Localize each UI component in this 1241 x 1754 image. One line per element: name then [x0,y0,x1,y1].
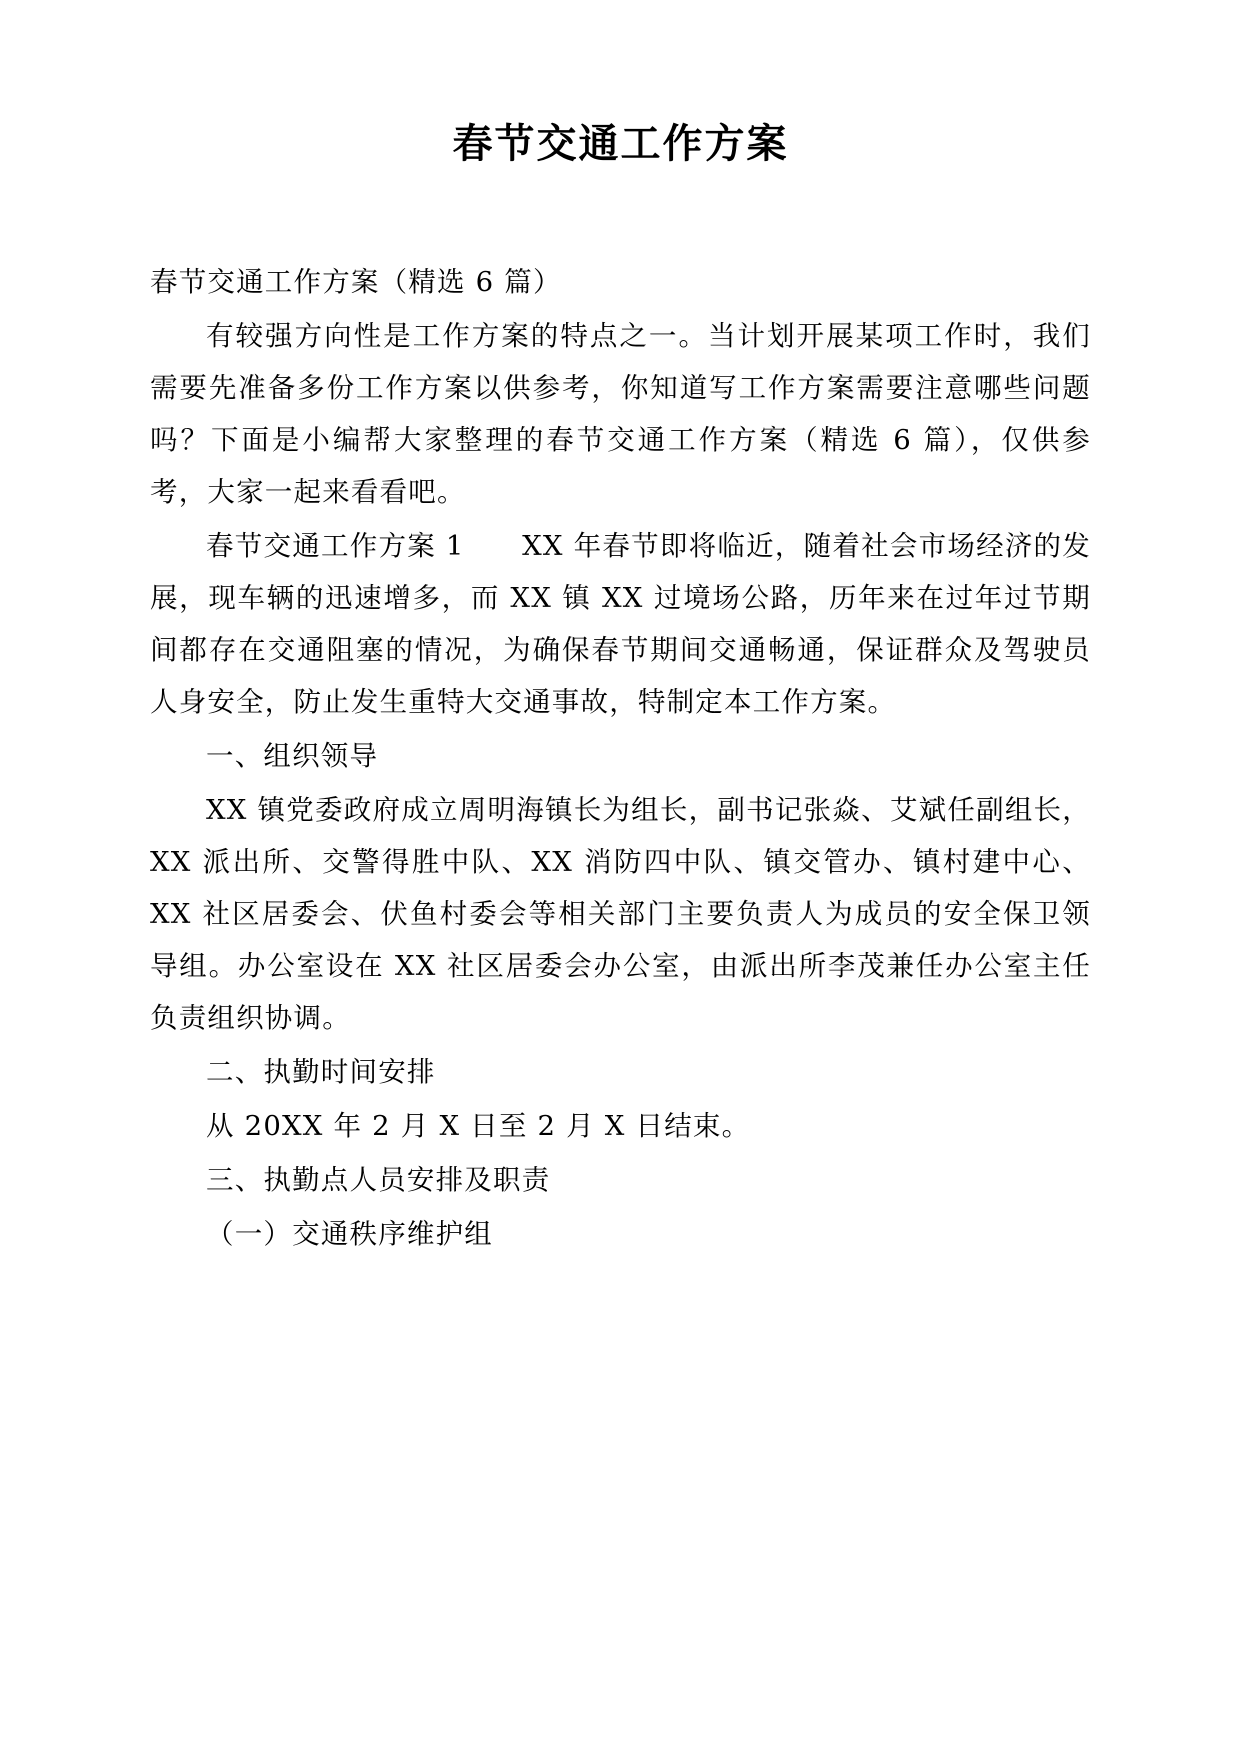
heading-section-2: 二、执勤时间安排 [206,1056,436,1088]
paragraph-subtitle: 春节交通工作方案（精选 6 篇） [150,266,562,298]
heading-section-1: 一、组织领导 [206,740,379,772]
paragraph-section-2-body: 从 20XX 年 2 月 X 日至 2 月 X 日结束。 [206,1110,751,1142]
paragraph-intro: 有较强方向性是工作方案的特点之一。当计划开展某项工作时，我们需要先准备多份工作方案以供参考，你知道写工作方案需要注意哪些问题吗？下面是小编帮大家整理的春节交通工作方案（精选 6 篇），仅供参考，大家一起来看看吧。 [150,320,1091,508]
page-title: 春节交通工作方案 [452,121,789,167]
paragraph-section-1-body: XX 镇党委政府成立周明海镇长为组长，副书记张焱、艾斌任副组长，XX 派出所、交警得胜中队、XX 消防四中队、镇交管办、镇村建中心、XX 社区居委会、伏鱼村委会等相关部门主要负责人为成员的安全保卫领导组。办公室设在 XX 社区居委会办公室，由派出所李茂兼任办公室主任负责组织协调。 [150,794,1091,1034]
document-body [150,256,1091,1260]
heading-section-3-sub-1: （一）交通秩序维护组 [206,1218,493,1250]
paragraph-plan-1-body: 春节交通工作方案 1 XX 年春节即将临近，随着社会市场经济的发展，现车辆的迅速增多，而 XX 镇 XX 过境场公路，历年来在过年过节期间都存在交通阻塞的情况，为确保春节期间交通畅通，保证群众及驾驶员人身安全，防止发生重特大交通事故，特制定本工作方案。 [150,530,1091,718]
heading-section-3: 三、执勤点人员安排及职责 [206,1164,551,1196]
